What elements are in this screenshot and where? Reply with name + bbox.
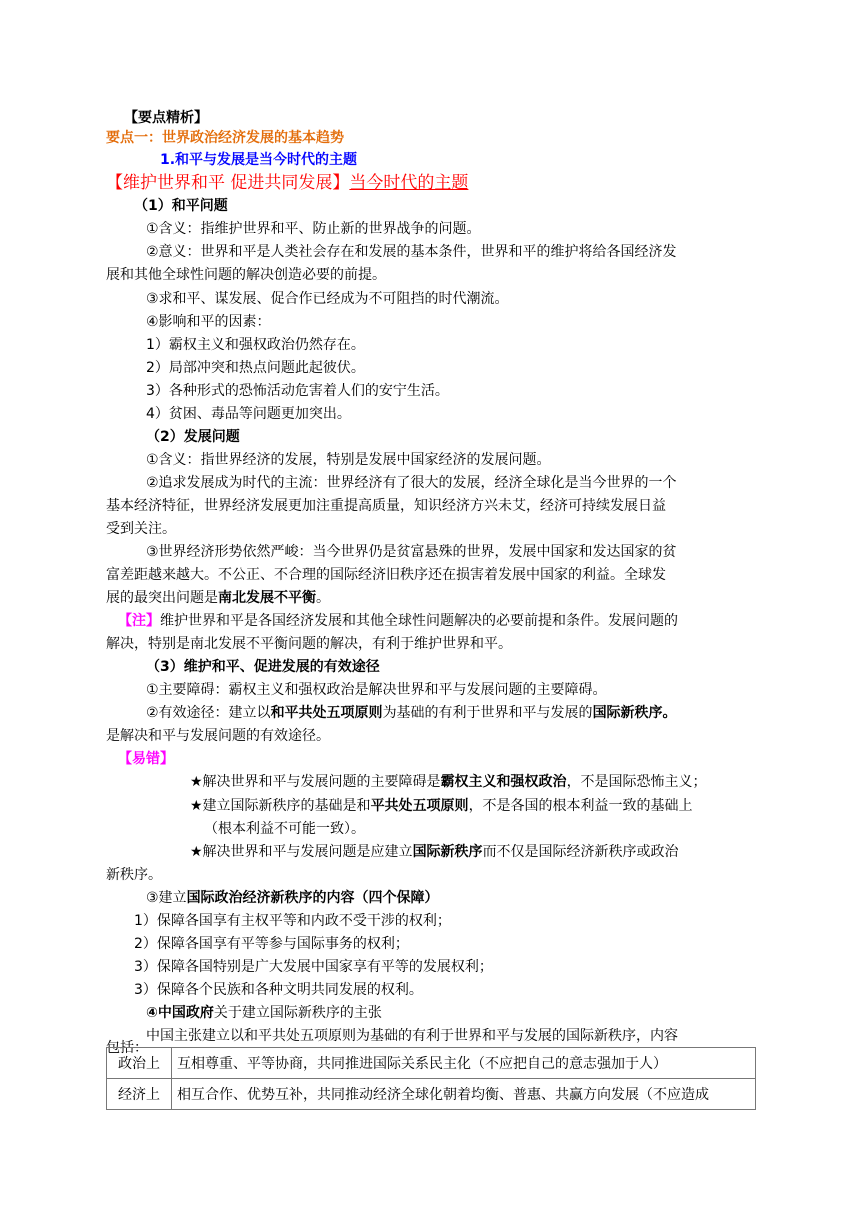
china-heading-text: 关于建立国际新秩序的主张 <box>213 1005 382 1021</box>
path-line: ①主要障碍：霸权主义和强权政治是解决世界和平与发展问题的主要障碍。 <box>146 682 607 698</box>
order-item: 3）保障各国特别是广大发展中国家享有平等的发展权利； <box>134 959 493 975</box>
order-item: 2）保障各国享有平等参与国际事务的权利； <box>134 936 409 952</box>
mistake-text: ★建立国际新秩序的基础是和 <box>190 798 371 814</box>
banner-right: 当今时代的主题 <box>349 173 469 193</box>
note-line <box>118 611 678 631</box>
mistake-text: ，不是各国的根本利益一致的基础上 <box>468 798 693 814</box>
order-item: 3）保障各个民族和各种文明共同发展的权利。 <box>134 982 423 998</box>
order-heading <box>146 888 439 908</box>
section-header: 【要点精析】 <box>124 110 208 126</box>
development-last-bold: 南北发展不平衡 <box>218 590 316 606</box>
peace-line: 2）局部冲突和热点问题此起彼伏。 <box>146 360 365 376</box>
mistake-bold: 平共处五项原则 <box>370 798 469 814</box>
mistake-text: 而不仅是国际经济新秩序或政治 <box>482 844 679 860</box>
peace-line: ④影响和平的因素： <box>146 314 271 330</box>
development-line: ③世界经济形势依然严峻：当今世界仍是贫富悬殊的世界，发展中国家和发达国家的贫 <box>146 544 677 560</box>
table-row <box>107 1048 756 1079</box>
table-value: 互相尊重、平等协商，共同推进国际关系民主化（不应把自己的意志强加于人） <box>172 1048 756 1079</box>
banner-left: 【维护世界和平 促进共同发展】 <box>106 173 350 193</box>
china-line: 中国主张建立以和平共处五项原则为基础的有利于世界和平与发展的国际新秩序，内容 <box>146 1028 678 1044</box>
order-table <box>106 1047 756 1110</box>
table-row <box>107 1079 756 1110</box>
peace-heading: （1）和平问题 <box>134 198 228 214</box>
peace-line: ①含义：指维护世界和平、防止新的世界战争的问题。 <box>146 221 481 237</box>
mistake-bold: 霸权主义和强权政治 <box>440 774 567 790</box>
mistake-bold: 国际新秩序 <box>412 844 483 860</box>
peace-line: ③求和平、谋发展、促合作已经成为不可阻挡的时代潮流。 <box>146 291 509 307</box>
development-line: ①含义：指世界经济的发展，特别是发展中国家经济的发展问题。 <box>146 452 551 468</box>
note-line: 解决，特别是南北发展不平衡问题的解决，有利于维护世界和平。 <box>106 636 512 652</box>
mistake-item <box>190 796 693 816</box>
path-heading: （3）维护和平、促进发展的有效途径 <box>146 659 380 675</box>
table-value: 相互合作、优势互补，共同推动经济全球化朝着均衡、普惠、共赢方向发展（不应造成 <box>172 1079 756 1110</box>
table-key: 政治上 <box>107 1048 172 1079</box>
development-heading: （2）发展问题 <box>146 429 240 445</box>
china-heading-bold: ④中国政府 <box>146 1005 214 1021</box>
development-last-suffix: 。 <box>316 590 330 606</box>
path-text: ②有效途径：建立以 <box>146 705 271 721</box>
path-text: 为基础的有利于世界和平与发展的 <box>382 705 593 721</box>
development-line <box>106 588 330 608</box>
sub-title: 1.和平与发展是当今时代的主题 <box>160 152 358 168</box>
path-line: 是解决和平与发展问题的有效途径。 <box>106 728 330 744</box>
mistake-item <box>190 772 707 792</box>
mistake-text: ，不是国际恐怖主义； <box>566 774 707 790</box>
development-last-prefix: 展的最突出问题是 <box>106 590 218 606</box>
peace-line: 4）贫困、毒品等问题更加突出。 <box>146 406 351 422</box>
note-tag: 【注】 <box>118 613 160 629</box>
china-heading <box>146 1003 382 1023</box>
peace-line: 3）各种形式的恐怖活动危害着人们的安宁生活。 <box>146 383 449 399</box>
development-line: 富差距越来越大。不公正、不合理的国际经济旧秩序还在损害着发展中国家的利益。全球发 <box>106 567 666 583</box>
banner <box>106 172 468 194</box>
peace-line: 展和其他全球性问题的解决创造必要的前提。 <box>106 267 386 283</box>
mistake-text: ★解决世界和平与发展问题是应建立 <box>190 844 413 860</box>
mistake-item <box>190 842 679 862</box>
point-title: 要点一：世界政治经济发展的基本趋势 <box>106 130 344 146</box>
path-bold: 国际新秩序。 <box>592 705 677 721</box>
mistake-item: 新秩序。 <box>106 867 162 883</box>
development-line: ②追求发展成为时代的主流：世界经济有了很大的发展，经济全球化是当今世界的一个 <box>146 475 677 491</box>
mistake-text: ★解决世界和平与发展问题的主要障碍是 <box>190 774 441 790</box>
china-line: 包括： <box>106 1040 148 1056</box>
table-key: 经济上 <box>107 1079 172 1110</box>
mistakes-tag: 【易错】 <box>118 751 174 767</box>
peace-line: 1）霸权主义和强权政治仍然存在。 <box>146 337 365 353</box>
development-line: 基本经济特征，世界经济发展更加注重提高质量，知识经济方兴未艾，经济可持续发展日益 <box>106 498 666 514</box>
note-text: 维护世界和平是各国经济发展和其他全球性问题解决的必要前提和条件。发展问题的 <box>160 613 678 629</box>
path-bold: 和平共处五项原则 <box>270 705 383 721</box>
order-item: 1）保障各国享有主权平等和内政不受干涉的权利； <box>134 913 451 929</box>
development-line: 受到关注。 <box>106 521 176 537</box>
peace-line: ②意义：世界和平是人类社会存在和发展的基本条件，世界和平的维护将给各国经济发 <box>146 244 677 260</box>
order-heading-text: ③建立 <box>146 890 187 906</box>
order-heading-bold: 国际政治经济新秩序的内容（四个保障） <box>186 890 439 906</box>
mistake-item: （根本利益不可能一致）。 <box>204 821 365 837</box>
path-line <box>146 703 677 723</box>
